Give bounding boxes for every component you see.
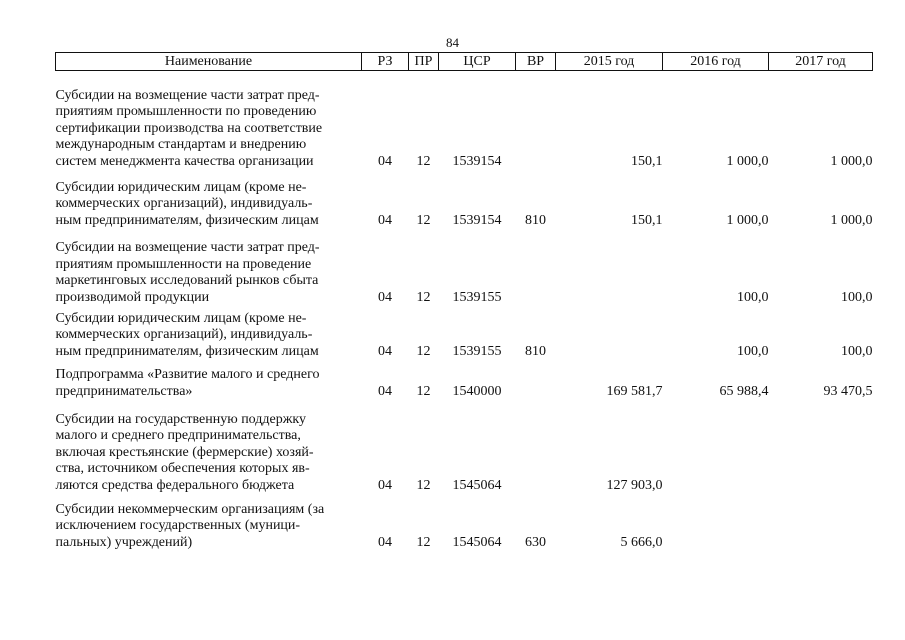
row-2015 — [556, 307, 663, 361]
row-vr — [516, 71, 556, 171]
row-name — [56, 171, 362, 230]
row-rz: 04 — [378, 477, 392, 493]
row-2017 — [769, 401, 873, 495]
row-2017 — [769, 495, 873, 552]
row-csr: 1545064 — [452, 534, 502, 550]
row-name-line: маркетинговых исследований рынков сбыта — [55, 273, 319, 289]
row-pr: 12 — [416, 153, 431, 169]
table-row — [56, 307, 873, 361]
row-csr: 1545064 — [452, 477, 502, 493]
row-name-line: включая крестьянские (фермерские) хозяй- — [55, 444, 314, 460]
row-rz: 04 — [378, 383, 392, 399]
row-pr: 12 — [416, 212, 431, 228]
row-pr: 12 — [416, 477, 431, 493]
table-row — [56, 171, 873, 230]
row-csr: 1539154 — [452, 153, 502, 169]
row-name — [56, 495, 362, 552]
row-name-line: малого и среднего предпринимательства, — [55, 428, 301, 444]
row-2016: 100,0 — [737, 343, 769, 359]
row-name-line: ства, источником обеспечения которых яв- — [55, 461, 310, 477]
row-2016: 100,0 — [737, 289, 769, 305]
header-rz: РЗ — [362, 53, 409, 71]
row-name — [56, 361, 362, 401]
row-vr — [516, 401, 556, 495]
row-name-line: Субсидии юридическим лицам (кроме не- — [55, 310, 307, 326]
row-pr: 12 — [416, 343, 431, 359]
row-name-line: приятиям промышленности по проведению — [55, 104, 317, 120]
row-name — [56, 307, 362, 361]
row-csr: 1539155 — [452, 343, 502, 359]
table-row — [56, 401, 873, 495]
header-vr: ВР — [516, 53, 556, 71]
row-vr: 630 — [525, 534, 546, 550]
row-csr: 1540000 — [452, 383, 502, 399]
table-row — [56, 361, 873, 401]
row-name-line: Субсидии на государственную поддержку — [55, 411, 307, 427]
row-name-line: предпринимательства» — [55, 383, 193, 399]
row-2016: 65 988,4 — [719, 383, 769, 399]
header-pr: ПР — [409, 53, 439, 71]
header-2017: 2017 год — [769, 53, 873, 71]
row-name-line: коммерческих организаций), индивидуаль- — [55, 327, 313, 343]
row-2016: 1 000,0 — [726, 153, 769, 169]
row-csr: 1539155 — [452, 289, 502, 305]
row-rz: 04 — [378, 289, 392, 305]
row-pr: 12 — [416, 534, 431, 550]
row-vr: 810 — [525, 212, 546, 228]
row-2015: 150,1 — [631, 153, 663, 169]
row-name-line: пальных) учреждений) — [55, 534, 193, 550]
row-name-line: Субсидии на возмещение части затрат пред- — [55, 87, 320, 103]
table-header-row — [56, 53, 873, 71]
page-number: 84 — [446, 35, 459, 50]
header-name: Наименование — [56, 53, 362, 71]
row-name-line: Субсидии на возмещение части затрат пред- — [55, 240, 320, 256]
row-2015 — [556, 230, 663, 307]
row-2017: 93 470,5 — [823, 383, 873, 399]
row-name — [56, 401, 362, 495]
row-name — [56, 71, 362, 171]
row-vr — [516, 230, 556, 307]
row-name-line: сертификации производства на соответствие — [55, 120, 323, 136]
budget-table — [55, 52, 873, 552]
table-row — [56, 495, 873, 552]
row-name — [56, 230, 362, 307]
row-2015: 169 581,7 — [606, 383, 663, 399]
row-rz: 04 — [378, 534, 392, 550]
row-name-line: Подпрограмма «Развитие малого и среднего — [55, 367, 320, 383]
row-name-line: коммерческих организаций), индивидуаль- — [55, 196, 313, 212]
table-row — [56, 230, 873, 307]
row-name-line: ным предпринимателям, физическим лицам — [55, 212, 319, 228]
row-2015: 127 903,0 — [606, 477, 663, 493]
row-vr — [516, 361, 556, 401]
row-2017: 100,0 — [841, 343, 873, 359]
row-name-line: производимой продукции — [55, 289, 210, 305]
header-2016: 2016 год — [663, 53, 769, 71]
row-name-line: исключением государственных (муници- — [55, 518, 301, 534]
table-row — [56, 71, 873, 171]
row-pr: 12 — [416, 383, 431, 399]
row-2015: 150,1 — [631, 212, 663, 228]
row-name-line: Субсидии юридическим лицам (кроме не- — [55, 179, 307, 195]
row-2015: 5 666,0 — [620, 534, 663, 550]
row-name-line: приятиям промышленности на проведение — [55, 256, 312, 272]
row-name-line: международным стандартам и внедрению — [55, 137, 307, 153]
row-vr: 810 — [525, 343, 546, 359]
header-csr: ЦСР — [439, 53, 516, 71]
row-rz: 04 — [378, 343, 392, 359]
row-name-line: Субсидии некоммерческим организациям (за — [55, 501, 325, 517]
row-name-line: ным предпринимателям, физическим лицам — [55, 343, 319, 359]
row-2017: 1 000,0 — [830, 153, 873, 169]
row-name-line: систем менеджмента качества организации — [55, 153, 314, 169]
row-pr: 12 — [416, 289, 431, 305]
row-2016: 1 000,0 — [726, 212, 769, 228]
row-csr: 1539154 — [452, 212, 502, 228]
row-name-line: ляются средства федерального бюджета — [55, 477, 295, 493]
row-rz: 04 — [378, 212, 392, 228]
row-2017: 1 000,0 — [830, 212, 873, 228]
row-2016 — [663, 495, 769, 552]
row-2016 — [663, 401, 769, 495]
row-2017: 100,0 — [841, 289, 873, 305]
table-body — [56, 71, 873, 552]
header-2015: 2015 год — [556, 53, 663, 71]
row-rz: 04 — [378, 153, 392, 169]
